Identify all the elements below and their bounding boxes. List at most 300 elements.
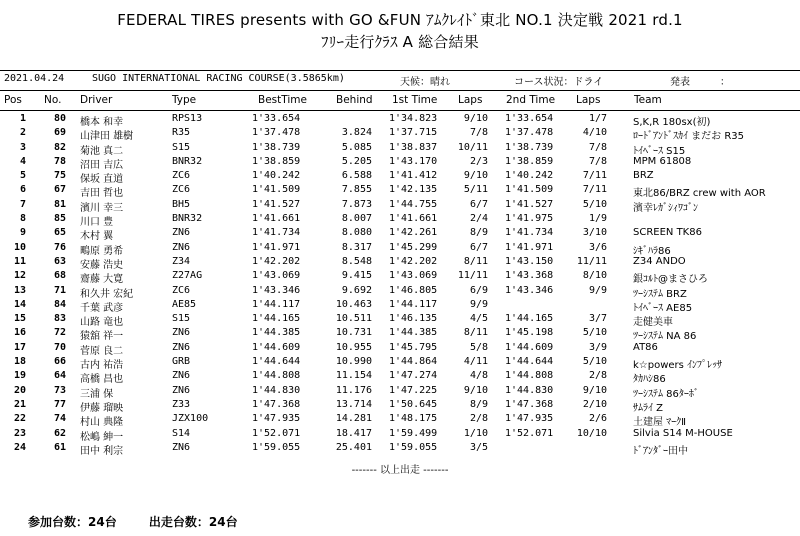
cell-pos: 10	[13, 241, 26, 253]
cell-laps-2: 1/9	[588, 213, 607, 225]
col-header-driver: Driver	[80, 94, 113, 106]
cell-team: S,K,R 180sx(初)	[633, 117, 711, 128]
cell-2nd-time: 1'47.935	[505, 413, 554, 425]
col-header-best: BestTime	[258, 94, 307, 106]
cell-driver: 菅原 良二	[80, 345, 124, 357]
col-header-1st-time: 1st Time	[392, 94, 438, 106]
col-header-laps-1: Laps	[458, 94, 483, 106]
cell-pos: 9	[19, 227, 26, 239]
cell-driver: 保坂 直道	[80, 174, 124, 186]
cell-best-time: 1'38.859	[252, 155, 301, 167]
cell-type: S15	[172, 141, 191, 153]
cell-2nd-time: 1'44.644	[505, 356, 554, 368]
cell-driver: 高橋 昌也	[80, 374, 124, 386]
cell-pos: 6	[19, 184, 26, 196]
cell-car-number: 67	[53, 184, 66, 196]
cell-car-number: 70	[53, 341, 66, 353]
cell-behind: 13.714	[335, 398, 372, 410]
cell-team: SCREEN TK86	[633, 227, 702, 239]
cell-1st-time: 1'50.645	[389, 398, 438, 410]
cell-best-time: 1'44.830	[252, 384, 301, 396]
cell-behind: 8.317	[341, 241, 372, 253]
cell-pos: 16	[13, 327, 26, 339]
cell-type: JZX100	[172, 413, 209, 425]
starter-count: 出走台数：24台	[148, 515, 238, 529]
cell-driver: 山津田 雄樹	[80, 131, 134, 143]
cell-pos: 5	[19, 170, 26, 182]
cell-car-number: 76	[53, 241, 66, 253]
cell-best-time: 1'47.935	[252, 413, 301, 425]
end-of-results-marker: ------- 以上出走 -------	[351, 465, 449, 476]
cell-2nd-time: 1'41.971	[505, 241, 554, 253]
cell-behind: 11.176	[335, 384, 372, 396]
cell-laps-2: 7/11	[582, 170, 607, 182]
cell-laps-2: 4/10	[582, 127, 607, 139]
cell-type: Z34	[172, 255, 191, 267]
cell-1st-time: 1'44.117	[389, 298, 438, 310]
cell-driver: 沼田 吉広	[80, 159, 124, 171]
table-row	[0, 313, 800, 327]
cell-behind: 8.080	[341, 227, 372, 239]
cell-type: ZC6	[172, 170, 191, 182]
cell-best-time: 1'44.644	[252, 356, 301, 368]
cell-laps-2: 2/10	[582, 398, 607, 410]
cell-driver: 齋藤 大寛	[80, 274, 124, 286]
cell-driver: 千葉 武彦	[80, 302, 124, 314]
cell-car-number: 81	[53, 198, 66, 210]
cell-team: ﾄｲﾍﾞｰｽ AE85	[633, 302, 693, 314]
cell-2nd-time: 1'41.975	[505, 213, 554, 225]
cell-team: ﾄｲﾍﾞｰｽ S15	[633, 145, 686, 157]
cell-type: ZN6	[172, 241, 191, 253]
cell-2nd-time: 1'43.346	[505, 284, 554, 296]
event-date: 2021.04.24	[4, 73, 65, 84]
cell-car-number: 61	[53, 441, 66, 453]
cell-laps-1: 3/5	[469, 441, 488, 453]
cell-laps-2: 9/10	[582, 384, 607, 396]
cell-type: BH5	[172, 198, 191, 210]
cell-team: ﾄﾞｱﾝﾀﾞｰ田中	[633, 445, 688, 457]
cell-team: k☆powers ｲﾝﾌﾟﾚｯｻ	[633, 360, 723, 372]
cell-type: ZN6	[172, 327, 191, 339]
cell-pos: 4	[19, 155, 26, 167]
cell-car-number: 65	[53, 227, 66, 239]
cell-laps-1: 11/11	[457, 270, 488, 282]
entry-count: 参加台数：24台	[28, 515, 117, 529]
cell-best-time: 1'44.808	[252, 370, 301, 382]
cell-best-time: 1'38.739	[252, 141, 301, 153]
cell-car-number: 63	[53, 255, 66, 267]
cell-laps-1: 6/7	[469, 241, 488, 253]
table-row	[0, 399, 800, 413]
cell-car-number: 68	[53, 270, 66, 282]
cell-car-number: 80	[53, 113, 66, 124]
cell-pos: 13	[13, 284, 26, 296]
cell-laps-1: 8/11	[463, 327, 488, 339]
cell-team: ﾀｶﾊｼ86	[633, 374, 666, 386]
cell-driver: 菊池 真二	[80, 145, 124, 157]
table-row	[0, 385, 800, 399]
table-row	[0, 256, 800, 270]
table-row	[0, 370, 800, 384]
cell-laps-1: 9/10	[463, 384, 488, 396]
cell-behind: 25.401	[335, 441, 372, 453]
cell-2nd-time: 1'44.830	[505, 384, 554, 396]
cell-1st-time: 1'44.864	[389, 356, 438, 368]
cell-best-time: 1'41.661	[252, 213, 301, 225]
cell-laps-1: 7/8	[469, 127, 488, 139]
cell-laps-2: 11/11	[576, 255, 607, 267]
cell-1st-time: 1'59.499	[389, 427, 438, 439]
cell-laps-2: 8/10	[582, 270, 607, 282]
divider	[0, 70, 800, 71]
cell-laps-1: 2/3	[469, 155, 488, 167]
cell-behind: 10.990	[335, 356, 372, 368]
cell-team: ﾂｰｼｽﾃﾑ NA 86	[633, 331, 697, 343]
divider	[0, 110, 800, 111]
cell-2nd-time: 1'41.527	[505, 198, 554, 210]
cell-laps-2: 2/6	[588, 413, 607, 425]
cell-best-time: 1'44.385	[252, 327, 301, 339]
cell-type: ZN6	[172, 384, 191, 396]
cell-laps-2: 3/9	[588, 341, 607, 353]
cell-driver: 川口 豊	[80, 217, 114, 229]
cell-behind: 18.417	[335, 427, 372, 439]
cell-1st-time: 1'59.055	[389, 441, 438, 453]
cell-1st-time: 1'41.661	[389, 213, 438, 225]
cell-type: Z33	[172, 398, 191, 410]
cell-behind: 10.463	[335, 298, 372, 310]
col-header-behind: Behind	[336, 94, 373, 106]
cell-car-number: 64	[53, 370, 66, 382]
cell-laps-2: 3/10	[582, 227, 607, 239]
cell-team: MPM 61808	[633, 155, 692, 167]
cell-car-number: 69	[53, 127, 66, 139]
weather: 天候：晴れ	[400, 77, 450, 88]
cell-1st-time: 1'42.135	[389, 184, 438, 196]
cell-2nd-time: 1'45.198	[505, 327, 554, 339]
cell-driver: 木村 翼	[80, 231, 114, 243]
cell-driver: 伊藤 瑠映	[80, 402, 124, 414]
col-header-no: No.	[44, 94, 62, 106]
cell-laps-2: 5/10	[582, 356, 607, 368]
cell-laps-1: 2/8	[469, 413, 488, 425]
cell-best-time: 1'41.509	[252, 184, 301, 196]
cell-behind: 7.873	[341, 198, 372, 210]
cell-laps-2: 5/10	[582, 327, 607, 339]
results-subtitle: ﾌﾘｰ走行ｸﾗｽ A 総合結果	[321, 33, 479, 51]
cell-pos: 23	[13, 427, 26, 439]
cell-1st-time: 1'44.755	[389, 198, 438, 210]
cell-type: R35	[172, 127, 191, 139]
cell-1st-time: 1'41.412	[389, 170, 438, 182]
cell-car-number: 73	[53, 384, 66, 396]
cell-pos: 17	[13, 341, 26, 353]
cell-team: AT86	[633, 341, 658, 353]
cell-2nd-time: 1'43.368	[505, 270, 554, 282]
cell-car-number: 75	[53, 170, 66, 182]
cell-laps-1: 9/10	[463, 170, 488, 182]
results-title: FEDERAL TIRES presents with GO &FUN ｱﾑｸﾚｲﾄﾞ東北 NO.1 決定戦 2021 rd.1	[117, 11, 683, 29]
col-header-team: Team	[634, 94, 662, 106]
cell-2nd-time: 1'44.808	[505, 370, 554, 382]
cell-laps-1: 1/10	[463, 427, 488, 439]
cell-driver: 濱川 幸三	[80, 202, 124, 214]
footer-summary	[28, 513, 266, 530]
cell-team: 土建屋 ﾏｰｸⅡ	[633, 417, 687, 429]
cell-driver: 吉田 哲也	[80, 188, 124, 200]
cell-team: ﾂｰｼｽﾃﾑ BRZ	[633, 288, 687, 300]
course-status: コース状況：ドライ	[514, 77, 604, 88]
cell-laps-1: 5/11	[463, 184, 488, 196]
cell-2nd-time: 1'38.859	[505, 155, 554, 167]
table-row	[0, 327, 800, 341]
cell-laps-1: 10/11	[457, 141, 488, 153]
cell-1st-time: 1'48.175	[389, 413, 438, 425]
col-header-2nd-time: 2nd Time	[506, 94, 556, 106]
cell-driver: 山路 竜也	[80, 317, 124, 329]
cell-car-number: 74	[53, 413, 66, 425]
cell-type: BNR32	[172, 213, 203, 225]
cell-pos: 12	[13, 270, 26, 282]
cell-laps-2: 7/8	[588, 141, 607, 153]
cell-type: RPS13	[172, 113, 203, 124]
cell-behind: 10.511	[335, 313, 372, 325]
cell-pos: 20	[13, 384, 26, 396]
cell-team: ｼｷﾞﾊﾗ86	[633, 245, 671, 257]
cell-laps-2: 9/9	[588, 284, 607, 296]
cell-best-time: 1'47.368	[252, 398, 301, 410]
cell-laps-1: 8/11	[463, 255, 488, 267]
col-header-pos: Pos	[4, 94, 22, 106]
cell-laps-2: 7/11	[582, 184, 607, 196]
table-row	[0, 184, 800, 198]
cell-behind: 14.281	[335, 413, 372, 425]
cell-laps-2: 7/8	[588, 155, 607, 167]
cell-pos: 2	[19, 127, 26, 139]
cell-1st-time: 1'45.299	[389, 241, 438, 253]
cell-laps-1: 8/9	[469, 227, 488, 239]
cell-type: S14	[172, 427, 191, 439]
table-row	[0, 113, 800, 127]
cell-laps-1: 6/7	[469, 198, 488, 210]
table-row	[0, 227, 800, 241]
cell-driver: 鴫原 勇希	[80, 245, 124, 257]
cell-best-time: 1'43.346	[252, 284, 301, 296]
cell-car-number: 77	[53, 398, 66, 410]
cell-best-time: 1'59.055	[252, 441, 301, 453]
table-row	[0, 285, 800, 299]
cell-team: Silvia S14 M-HOUSE	[633, 427, 733, 439]
cell-pos: 1	[19, 113, 26, 124]
col-header-laps-2: Laps	[576, 94, 601, 106]
cell-laps-2: 1/7	[588, 113, 607, 124]
table-row	[0, 442, 800, 456]
cell-laps-1: 2/4	[469, 213, 488, 225]
cell-pos: 3	[19, 141, 26, 153]
cell-behind: 8.007	[341, 213, 372, 225]
cell-driver: 古内 祐浩	[80, 360, 124, 372]
cell-1st-time: 1'43.069	[389, 270, 438, 282]
cell-1st-time: 1'46.135	[389, 313, 438, 325]
divider	[0, 90, 800, 91]
cell-1st-time: 1'47.225	[389, 384, 438, 396]
cell-best-time: 1'41.527	[252, 198, 301, 210]
cell-team: ﾂｰｼｽﾃﾑ 86ﾀｰﾎﾞ	[633, 388, 699, 400]
cell-behind: 9.415	[341, 270, 372, 282]
cell-behind: 11.154	[335, 370, 372, 382]
cell-laps-2: 5/10	[582, 198, 607, 210]
cell-type: AE85	[172, 298, 197, 310]
cell-1st-time: 1'42.261	[389, 227, 438, 239]
cell-best-time: 1'44.117	[252, 298, 301, 310]
cell-car-number: 71	[53, 284, 66, 296]
cell-car-number: 78	[53, 155, 66, 167]
cell-best-time: 1'33.654	[252, 113, 301, 124]
course-name: SUGO INTERNATIONAL RACING COURSE(3.5865km)	[92, 73, 345, 84]
table-row	[0, 156, 800, 170]
table-row	[0, 413, 800, 427]
cell-best-time: 1'41.971	[252, 241, 301, 253]
cell-2nd-time: 1'41.734	[505, 227, 554, 239]
cell-team: 東北86/BRZ crew with AOR	[633, 188, 766, 200]
table-row	[0, 428, 800, 442]
cell-car-number: 82	[53, 141, 66, 153]
cell-1st-time: 1'42.202	[389, 255, 438, 267]
col-header-type: Type	[172, 94, 197, 106]
cell-pos: 14	[13, 298, 26, 310]
cell-behind: 10.731	[335, 327, 372, 339]
cell-best-time: 1'37.478	[252, 127, 301, 139]
cell-best-time: 1'42.202	[252, 255, 301, 267]
cell-best-time: 1'41.734	[252, 227, 301, 239]
cell-2nd-time: 1'38.739	[505, 141, 554, 153]
cell-driver: 村山 典隆	[80, 417, 124, 429]
results-table	[0, 113, 800, 456]
cell-team: Z34 ANDO	[633, 255, 686, 267]
cell-type: BNR32	[172, 155, 203, 167]
cell-type: ZN6	[172, 441, 191, 453]
cell-type: S15	[172, 313, 191, 325]
cell-car-number: 62	[53, 427, 66, 439]
cell-team: ﾛｰﾄﾞｱﾝﾄﾞｽｶｲ まだお R35	[633, 131, 745, 143]
table-row	[0, 356, 800, 370]
cell-1st-time: 1'47.274	[389, 370, 438, 382]
cell-behind: 8.548	[341, 255, 372, 267]
cell-2nd-time: 1'37.478	[505, 127, 554, 139]
cell-team: ｻﾑﾗｲ Z	[633, 402, 664, 414]
cell-team: 銀ｺﾙﾄ@まさひろ	[633, 274, 708, 286]
table-row	[0, 127, 800, 141]
table-row	[0, 213, 800, 227]
table-row	[0, 342, 800, 356]
cell-team: BRZ	[633, 170, 654, 182]
cell-best-time: 1'43.069	[252, 270, 301, 282]
cell-behind: 5.085	[341, 141, 372, 153]
cell-best-time: 1'44.165	[252, 313, 301, 325]
cell-pos: 7	[19, 198, 26, 210]
cell-laps-1: 4/8	[469, 370, 488, 382]
cell-type: GRB	[172, 356, 191, 368]
cell-2nd-time: 1'44.609	[505, 341, 554, 353]
cell-pos: 8	[19, 213, 26, 225]
cell-behind: 6.588	[341, 170, 372, 182]
cell-pos: 11	[13, 255, 26, 267]
cell-pos: 15	[13, 313, 26, 325]
cell-laps-2: 10/10	[576, 427, 607, 439]
cell-laps-1: 8/9	[469, 398, 488, 410]
cell-type: ZC6	[172, 284, 191, 296]
table-row	[0, 242, 800, 256]
cell-pos: 19	[13, 370, 26, 382]
table-row	[0, 142, 800, 156]
cell-behind: 3.824	[341, 127, 372, 139]
cell-car-number: 83	[53, 313, 66, 325]
cell-driver: 和久井 宏紀	[80, 288, 134, 300]
cell-driver: 田中 利宗	[80, 445, 124, 457]
cell-team: 濱幸ﾚｶﾞｼｨﾜｺﾞﾝ	[633, 202, 698, 214]
cell-2nd-time: 1'40.242	[505, 170, 554, 182]
cell-driver: 橋本 和幸	[80, 117, 124, 128]
table-row	[0, 299, 800, 313]
cell-laps-1: 4/5	[469, 313, 488, 325]
cell-behind: 7.855	[341, 184, 372, 196]
cell-driver: 猿舘 祥一	[80, 331, 124, 343]
cell-laps-2: 2/8	[588, 370, 607, 382]
cell-pos: 22	[13, 413, 26, 425]
cell-type: Z27AG	[172, 270, 203, 282]
cell-behind: 5.205	[341, 155, 372, 167]
cell-driver: 松嶋 紳一	[80, 431, 124, 443]
cell-type: ZN6	[172, 370, 191, 382]
cell-laps-1: 4/11	[463, 356, 488, 368]
cell-best-time: 1'52.071	[252, 427, 301, 439]
cell-laps-2: 3/6	[588, 241, 607, 253]
cell-laps-1: 5/8	[469, 341, 488, 353]
cell-laps-1: 6/9	[469, 284, 488, 296]
cell-1st-time: 1'43.170	[389, 155, 438, 167]
cell-driver: 三浦 保	[80, 388, 114, 400]
cell-behind: 9.692	[341, 284, 372, 296]
cell-driver: 安藤 浩史	[80, 259, 124, 271]
cell-behind: 10.955	[335, 341, 372, 353]
cell-pos: 24	[13, 441, 26, 453]
cell-1st-time: 1'37.715	[389, 127, 438, 139]
cell-2nd-time: 1'52.071	[505, 427, 554, 439]
cell-laps-1: 9/10	[463, 113, 488, 124]
cell-1st-time: 1'44.385	[389, 327, 438, 339]
cell-pos: 18	[13, 356, 26, 368]
cell-2nd-time: 1'44.165	[505, 313, 554, 325]
cell-car-number: 66	[53, 356, 66, 368]
cell-type: ZC6	[172, 184, 191, 196]
cell-1st-time: 1'45.795	[389, 341, 438, 353]
cell-car-number: 84	[53, 298, 66, 310]
cell-best-time: 1'40.242	[252, 170, 301, 182]
cell-1st-time: 1'34.823	[389, 113, 438, 124]
cell-type: ZN6	[172, 341, 191, 353]
cell-2nd-time: 1'41.509	[505, 184, 554, 196]
cell-pos: 21	[13, 398, 26, 410]
announce-time: 発表 ：	[670, 77, 730, 88]
table-row	[0, 270, 800, 284]
cell-2nd-time: 1'47.368	[505, 398, 554, 410]
cell-laps-2: 3/7	[588, 313, 607, 325]
cell-type: ZN6	[172, 227, 191, 239]
table-row	[0, 199, 800, 213]
table-row	[0, 170, 800, 184]
cell-car-number: 72	[53, 327, 66, 339]
